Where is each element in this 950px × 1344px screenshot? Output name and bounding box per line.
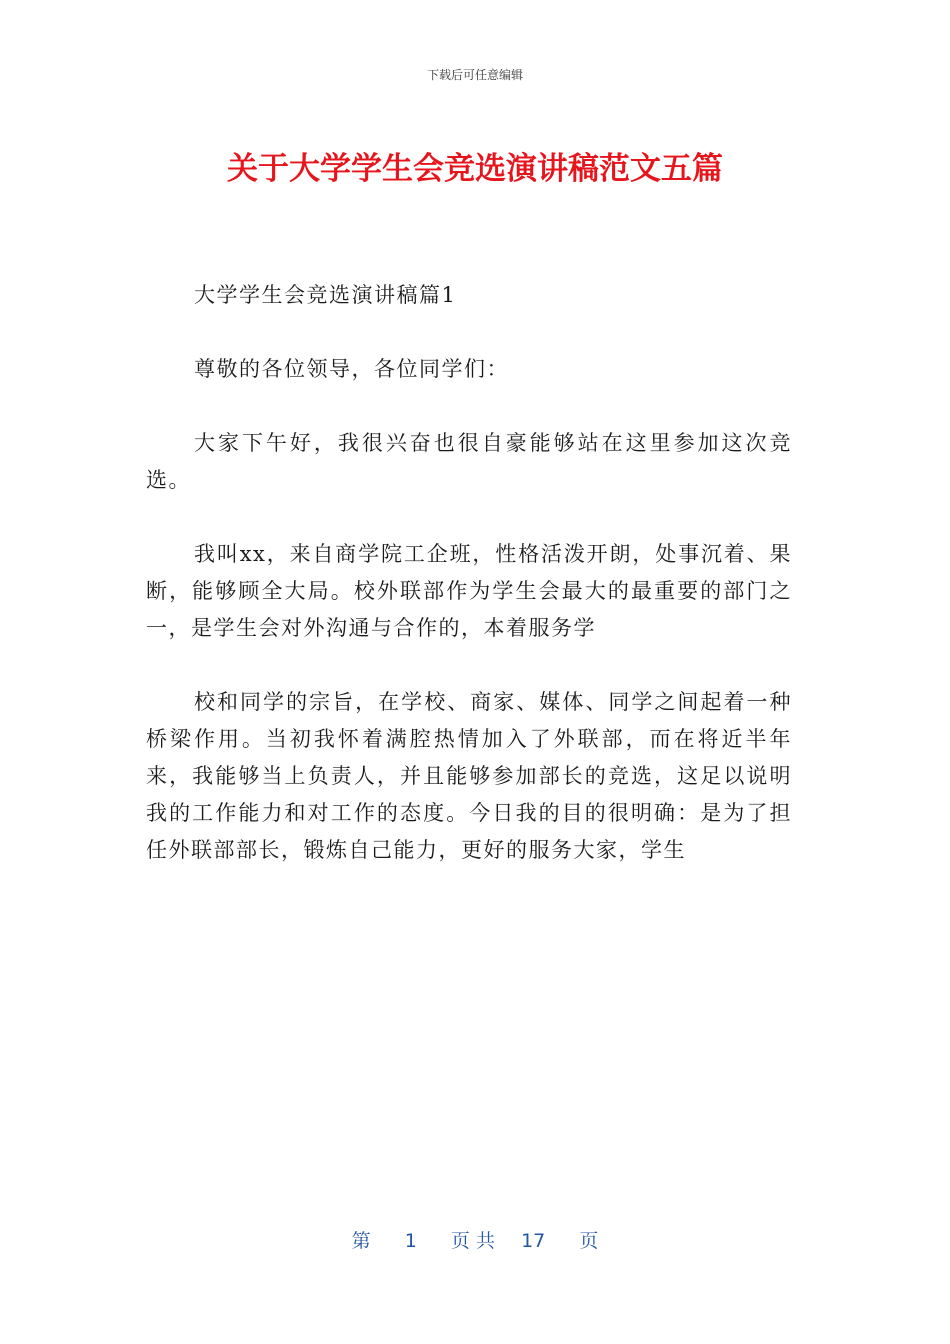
header-note: 下载后可任意编辑: [426, 68, 523, 82]
footer-page-number: 1: [404, 1230, 417, 1252]
salutation: 尊敬的各位领导，各位同学们：: [194, 357, 509, 381]
footer-suffix: 页: [579, 1230, 599, 1252]
document-body: [146, 277, 792, 869]
section-heading: 大学学生会竞选演讲稿篇1: [194, 283, 457, 307]
footer-total-pages: 17: [521, 1230, 546, 1252]
paragraph-motivation: 校和同学的宗旨，在学校、商家、媒体、同学之间起着一种桥梁作用。当初我怀着满腔热情加入了外联部，而在将近半年来，我能够当上负责人，并且能够参加部长的竞选，这足以说明我的工作能力和对工作的态度。今日我的目的很明确：是为了担任外联部部长，锻炼自己能力，更好的服务大家，学生: [146, 690, 792, 862]
paragraph-greeting: 大家下午好，我很兴奋也很自豪能够站在这里参加这次竞选。: [146, 431, 792, 492]
page-footer: [0, 1226, 950, 1253]
footer-prefix: 第: [351, 1230, 371, 1252]
footer-middle: 页 共: [450, 1230, 495, 1252]
paragraph-introduction: 我叫xx，来自商学院工企班，性格活泼开朗，处事沉着、果断，能够顾全大局。校外联部作为学生会最大的最重要的部门之一，是学生会对外沟通与合作的，本着服务学: [146, 542, 792, 640]
document-title: 关于大学学生会竞选演讲稿范文五篇: [227, 151, 723, 187]
